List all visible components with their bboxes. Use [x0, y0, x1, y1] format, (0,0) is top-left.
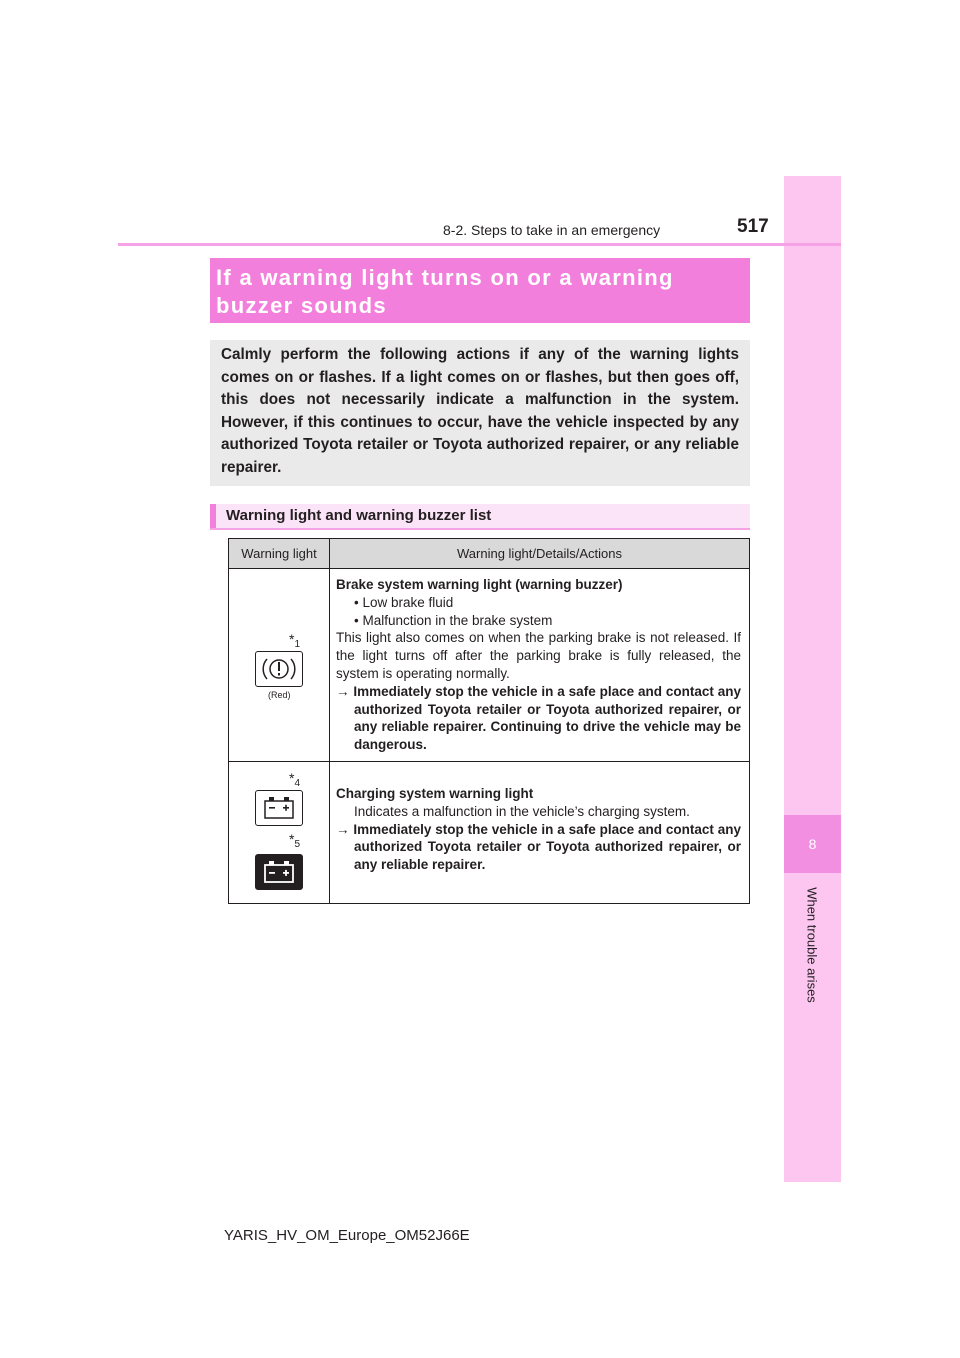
warning-details-cell	[330, 569, 750, 762]
chapter-title: When trouble arises	[804, 887, 820, 1003]
subheading-text: Warning light and warning buzzer list	[226, 507, 492, 524]
chapter-side-tab	[784, 176, 841, 1182]
subheading-bar	[210, 504, 216, 528]
page-title	[210, 258, 750, 323]
footer-document-code: YARIS_HV_OM_Europe_OM52J66E	[224, 1227, 470, 1244]
warning-details-cell	[330, 762, 750, 904]
footnote-mark: $*_4$	[289, 770, 301, 789]
page-title-line-2: buzzer sounds	[216, 293, 387, 318]
footnote-mark: $*_1$	[289, 631, 301, 650]
chapter-number: 8	[808, 836, 817, 852]
warning-title: Charging system warning light	[336, 786, 534, 801]
table-row	[229, 762, 750, 904]
battery-outline-icon	[255, 790, 303, 826]
warning-action: → Immediately stop the vehicle in a safe place and contact any authorized Toyota retailer or Toyota authorized repairer, or any reliable repairer. Continuing to drive the vehicle may be dangerous.	[336, 683, 741, 753]
footnote-mark: $*_5$	[289, 831, 301, 850]
warning-title: Brake system warning light (warning buzzer)	[336, 577, 623, 592]
warning-action: → Immediately stop the vehicle in a safe place and contact any authorized Toyota retailer or Toyota authorized repairer, or any reliable repairer.	[336, 821, 741, 873]
page-number: 517	[737, 216, 769, 237]
subheading	[210, 504, 750, 530]
intro-text: Calmly perform the following actions if any of the warning lights comes on or flashes. If a light comes on or flashes, but then goes off, this does not necessarily indicate a malfunction in the system. However, if this continues to occur, have the vehicle inspected by any authorized Toyota retailer or Toyota authorized repairer, or any reliable repairer.	[221, 346, 739, 476]
table-row	[229, 569, 750, 762]
warning-light-cell	[229, 762, 330, 904]
header-rule	[118, 243, 841, 246]
table-header-row	[229, 539, 750, 569]
warning-light-table	[228, 538, 750, 904]
intro-box	[210, 340, 750, 486]
section-title: 8-2. Steps to take in an emergency	[443, 222, 661, 238]
table-header-details: Warning light/Details/Actions	[330, 539, 750, 569]
page-title-line-1: If a warning light turns on or a warning	[216, 265, 674, 290]
warning-light-cell	[229, 569, 330, 762]
table-header-warning-light: Warning light	[229, 539, 330, 569]
footnote-number: 5	[294, 839, 301, 850]
list-item: • Malfunction in the brake system	[354, 612, 553, 628]
footnote-number: 1	[294, 639, 301, 650]
battery-filled-icon	[255, 854, 303, 890]
warning-note: This light also comes on when the parking brake is not released. If the light turns off after the parking brake is fully released, the system is operating normally.	[336, 630, 741, 681]
warning-note: Indicates a malfunction in the vehicle’s charging system.	[354, 803, 690, 819]
chapter-number-tab	[784, 815, 841, 873]
brake-warning-icon	[255, 651, 303, 687]
list-item: • Low brake fluid	[354, 594, 454, 610]
footnote-number: 4	[294, 778, 301, 789]
icon-caption-red: (Red)	[268, 690, 291, 700]
